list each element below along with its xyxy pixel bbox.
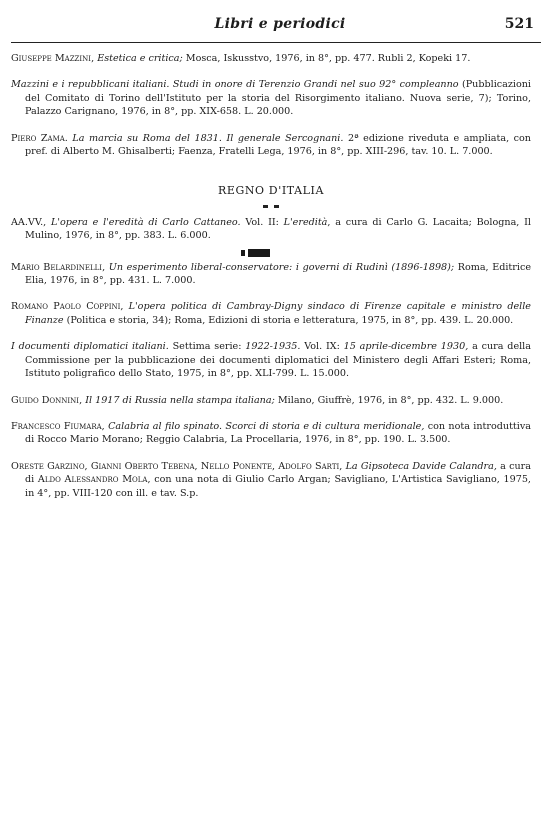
entry-publication: (Politica e storia, 34); Roma, Edizioni di storia e letteratura, 1975, in 8°, pp. 439. L. 20.000. [63, 314, 514, 326]
bibliography-entry [11, 78, 531, 118]
bibliography-entry [11, 394, 531, 407]
entry-title: Estetica e critica; [97, 53, 183, 64]
entry-editor: Aldo Alessandro Mola, [37, 474, 151, 486]
section-ornament [11, 200, 531, 212]
entry-series-title: 1922-1935. [245, 341, 301, 353]
ink-smudge [241, 247, 275, 255]
page-number: 521 [504, 16, 534, 32]
bibliography-entry [11, 460, 531, 500]
entry-author: Francesco Fiumara, [11, 420, 105, 432]
running-title: Libri e periodici [214, 16, 346, 32]
page-header [8, 8, 542, 34]
entry-volume-title: 15 aprile-dicembre 1930, [343, 341, 469, 353]
entry-title: L'opera e l'eredità di Carlo Cattaneo. [50, 216, 241, 228]
entry-author: Giuseppe Mazzini, [11, 53, 95, 64]
section-heading: REGNO D'ITALIA [217, 184, 325, 198]
entry-volume-title: L'eredità [283, 216, 328, 228]
ornament-dash [274, 205, 279, 208]
entry-author: Romano Paolo Coppini, [11, 301, 124, 313]
entry-publication: Vol. II: [240, 216, 284, 228]
bibliography-entry [11, 420, 531, 447]
bibliography-entry [11, 261, 531, 288]
entry-publication: Roma, Editrice Elia, 1976, in 8°, pp. 431. L. 7.000. [25, 261, 531, 287]
bibliography-entry [11, 132, 531, 159]
bibliography-list [11, 52, 531, 513]
entry-title: Calabria al filo spinato. Scorci di storia e di cultura meridionale, [108, 420, 425, 432]
entry-author: Mario Belardinelli, [11, 261, 106, 273]
entry-title: Il 1917 di Russia nella stampa italiana; [85, 394, 275, 406]
entry-author: Piero Zama. [11, 132, 68, 144]
entry-publication: (Pubblicazioni del Comitato di Torino dell'Istituto per la storia del Risorgimento italiano. Nuova serie, 7); Torino, Palazzo Carignano, 1976, in 8°, pp. XIX-658. L. 20.000. [25, 79, 531, 118]
bibliography-entry [11, 340, 531, 380]
entry-publication: con una nota di Giulio Carlo Argan; Savigliano, L'Artistica Savigliano, 1975, in 4°, pp. VIII-120 con ill. e tav. S.p. [25, 474, 531, 499]
entry-title: La marcia su Roma del 1831. Il generale Sercognani. [72, 132, 344, 144]
bibliography-entry [11, 52, 531, 65]
entry-publication: Mosca, Iskusstvo, 1976, in 8°, pp. 477. Rubli 2, Kopeki 17. [182, 53, 471, 64]
bibliography-entry [11, 300, 531, 327]
entry-publication: Milano, Giuffrè, 1976, in 8°, pp. 432. L. 9.000. [274, 394, 504, 406]
entry-author: AA.VV., [11, 216, 47, 228]
entry-author: Oreste Garzino, Gianni Oberto Tebena, Nello Ponente, Adolfo Sarti, [11, 460, 343, 472]
header-rule [11, 42, 541, 43]
bibliography-entry [11, 216, 531, 243]
entry-title: Un esperimento liberal-conservatore: i governi di Rudinì (1896-1898); [108, 261, 455, 273]
entry-publication: a cura di [25, 460, 531, 486]
entry-publication: con nota introduttiva di Rocco Mario Morano; Reggio Calabria, La Procellaria, 1976, in 8°, pp. 190. L. 3.500. [25, 420, 531, 446]
entry-author: Guido Donnini, [11, 394, 83, 406]
entry-publication: 2ª edizione riveduta e ampliata, con pref. di Alberto M. Ghisalberti; Faenza, Fratelli Lega, 1976, in 8°, pp. XIII-296, tav. 10. L. 7.000. [25, 132, 531, 158]
entry-title: La Gipsoteca Davide Calandra, [345, 460, 497, 472]
entry-title: Mazzini e i repubblicani italiani. Studi in onore di Terenzio Grandi nel suo 92° compleanno [11, 79, 459, 91]
entry-publication: Vol. IX: [300, 341, 344, 353]
ornament-dash [263, 205, 268, 208]
entry-publication: , a cura di Carlo G. Lacaita; Bologna, Il Mulino, 1976, in 8°, pp. 383. L. 6.000. [25, 216, 531, 242]
entry-title: L'opera politica di Cambray-Digny sindaco di Firenze capitale e ministro delle Finanze [25, 301, 531, 326]
entry-publication: Settima serie: [168, 341, 246, 353]
entry-publication: a cura della Commissione per la pubblicazione dei documenti diplomatici del Ministero degli Affari Esteri; Roma, Istituto poligrafico dello Stato, 1975, in 8°, pp. XLI-799. L. 15.000. [25, 341, 531, 380]
entry-title: I documenti diplomatici italiani. [11, 341, 169, 353]
